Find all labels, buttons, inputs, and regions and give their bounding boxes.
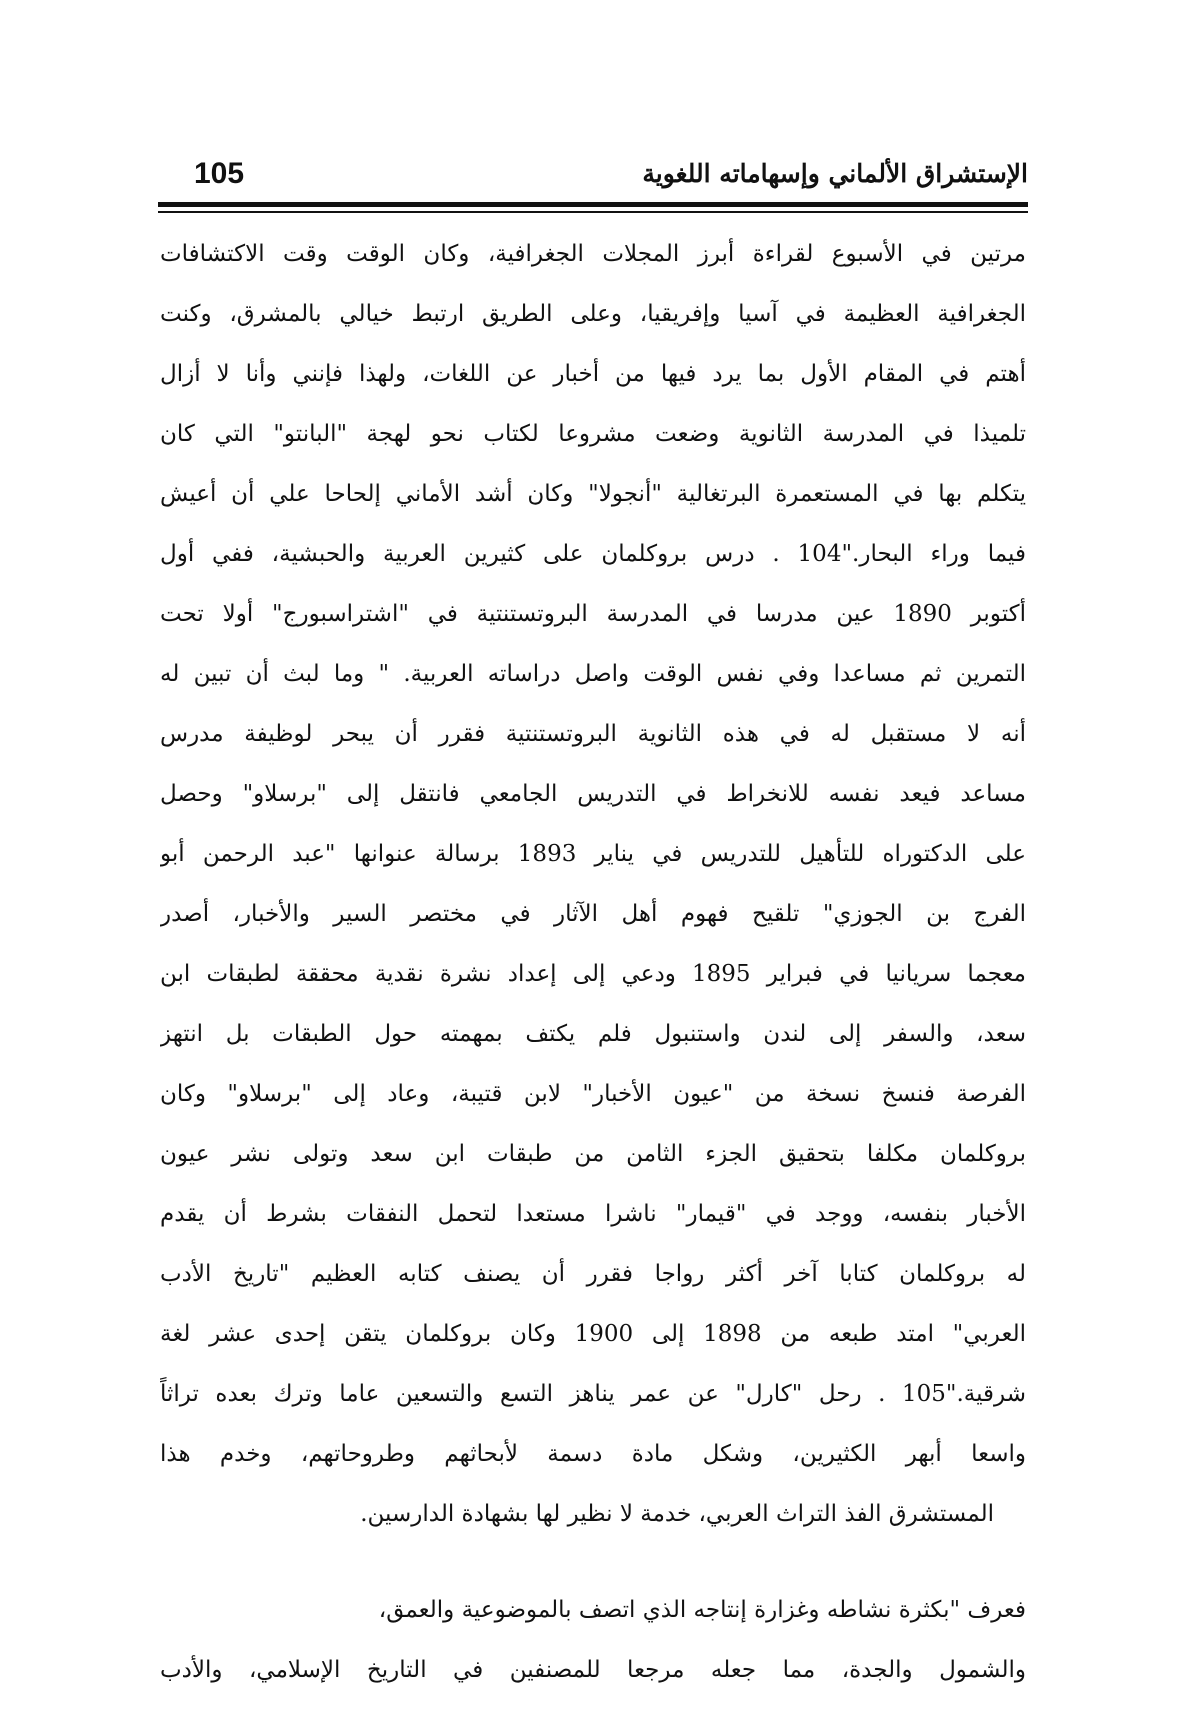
text-line: على الدكتوراه للتأهيل للتدريس في يناير 1893 برسالة عنوانها "عبد الرحمن أبو — [160, 841, 1026, 867]
running-header — [158, 152, 1028, 200]
header-rule-thick — [158, 202, 1028, 207]
paragraph-1 — [160, 224, 1026, 1544]
text-line: يتكلم بها في المستعمرة البرتغالية "أنجولا" وكان أشد الأماني إلحاحا علي أن أعيش — [160, 481, 1026, 507]
text-line: الفرج بن الجوزي" تلقيح فهوم أهل الآثار في مختصر السير والأخبار، أصدر — [160, 901, 1026, 927]
book-title: الإستشراق الألماني وإسهاماته اللغوية — [642, 159, 1028, 188]
paragraph-2 — [160, 1580, 1026, 1700]
text-line: شرقية."105 . رحل "كارل" عن عمر يناهز التسع والتسعين عاما وترك بعده تراثاً — [160, 1381, 1026, 1407]
text-line: والشمول والجدة، مما جعله مرجعا للمصنفين في التاريخ الإسلامي، والأدب — [160, 1657, 1026, 1683]
text-line: مرتين في الأسبوع لقراءة أبرز المجلات الجغرافية، وكان الوقت وقت الاكتشافات — [160, 241, 1026, 267]
text-line: المستشرق الفذ التراث العربي، خدمة لا نظير لها بشهادة الدارسين. — [360, 1501, 994, 1527]
text-line: مساعد فيعد نفسه للانخراط في التدريس الجامعي فانتقل إلى "برسلاو" وحصل — [160, 781, 1026, 807]
text-line: أهتم في المقام الأول بما يرد فيها من أخبار عن اللغات، ولهذا فإنني وأنا لا أزال — [160, 361, 1026, 387]
text-line: فعرف "بكثرة نشاطه وغزارة إنتاجه الذي اتصف بالموضوعية والعمق، — [378, 1597, 1026, 1623]
text-line: فيما وراء البحار."104 . درس بروكلمان على كثيرين العربية والحبشية، ففي أول — [160, 541, 1026, 567]
text-line: الأخبار بنفسه، ووجد في "قيمار" ناشرا مستعدا لتحمل النفقات بشرط أن يقدم — [160, 1201, 1026, 1227]
text-line: له بروكلمان كتابا آخر أكثر رواجا فقرر أن يصنف كتابه العظيم "تاريخ الأدب — [160, 1261, 1026, 1287]
page-number: 105 — [194, 157, 245, 190]
text-line: سعد، والسفر إلى لندن واستنبول فلم يكتف بمهمته حول الطبقات بل انتهز — [160, 1021, 1026, 1047]
text-line: تلميذا في المدرسة الثانوية وضعت مشروعا لكتاب نحو لهجة "البانتو" التي كان — [160, 421, 1026, 447]
text-line: الفرصة فنسخ نسخة من "عيون الأخبار" لابن قتيبة، وعاد إلى "برسلاو" وكان — [160, 1081, 1026, 1107]
text-line: العربي" امتد طبعه من 1898 إلى 1900 وكان بروكلمان يتقن إحدى عشر لغة — [160, 1321, 1026, 1347]
header-rule-thin — [158, 211, 1028, 213]
text-line: واسعا أبهر الكثيرين، وشكل مادة دسمة لأبحاثهم وطروحاتهم، وخدم هذا — [160, 1441, 1026, 1467]
paragraph-gap — [160, 1544, 1026, 1580]
text-line: أنه لا مستقبل له في هذه الثانوية البروتستنتية فقرر أن يبحر لوظيفة مدرس — [160, 721, 1026, 747]
text-line: بروكلمان مكلفا بتحقيق الجزء الثامن من طبقات ابن سعد وتولى نشر عيون — [160, 1141, 1026, 1167]
text-line: الجغرافية العظيمة في آسيا وإفريقيا، وعلى الطريق ارتبط خيالي بالمشرق، وكنت — [160, 301, 1026, 327]
text-line: معجما سريانيا في فبراير 1895 ودعي إلى إعداد نشرة نقدية محققة لطبقات ابن — [160, 961, 1026, 987]
body-text — [160, 224, 1026, 1700]
text-line: التمرين ثم مساعدا وفي نفس الوقت واصل دراساته العربية. " وما لبث أن تبين له — [160, 661, 1026, 687]
text-line: أكتوبر 1890 عين مدرسا في المدرسة البروتستنتية في "اشتراسبورج" أولا تحت — [160, 601, 1026, 627]
